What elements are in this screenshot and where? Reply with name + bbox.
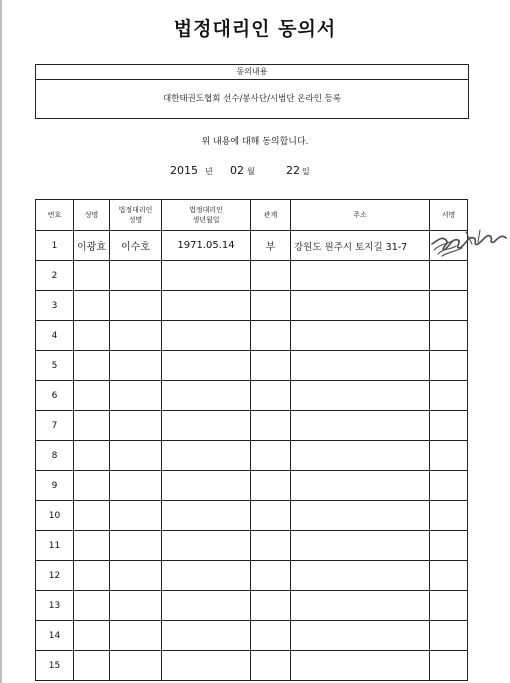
- table-body: [36, 231, 468, 681]
- student-name: [74, 321, 110, 351]
- col-no-header: 번호: [36, 200, 74, 231]
- table-header-row: [36, 200, 468, 231]
- relation: [251, 591, 291, 621]
- date-year-unit-wrap: [205, 164, 213, 177]
- address: [291, 351, 430, 381]
- guardian-birthdate: [162, 561, 251, 591]
- guardian-name: [110, 441, 162, 471]
- guardian-birthdate: [162, 381, 251, 411]
- student-name: [74, 441, 110, 471]
- signature-cell: [430, 591, 468, 621]
- signature-cell: [430, 351, 468, 381]
- col-guardian-name-header: 법정대리인 성명: [110, 200, 162, 231]
- relation: [251, 471, 291, 501]
- student-name: [74, 561, 110, 591]
- student-name: [74, 621, 110, 651]
- row-number: 5: [36, 351, 74, 381]
- address: [291, 621, 430, 651]
- address: [291, 591, 430, 621]
- address: [291, 411, 430, 441]
- address: [291, 501, 430, 531]
- signature-cell: [430, 621, 468, 651]
- guardian-birthdate: [162, 261, 251, 291]
- signature-cell: [430, 411, 468, 441]
- address: [291, 561, 430, 591]
- col-address-header: 주소: [291, 200, 430, 231]
- signature-cell: [430, 531, 468, 561]
- student-name: [74, 591, 110, 621]
- table-row: [36, 501, 468, 531]
- guardian-name: [110, 561, 162, 591]
- student-name: [74, 351, 110, 381]
- signature-cell: [430, 321, 468, 351]
- table-row: [36, 321, 468, 351]
- address: [291, 471, 430, 501]
- table-row: [36, 411, 468, 441]
- table-row: [36, 561, 468, 591]
- page-edge-line: [0, 0, 2, 683]
- student-name: [74, 291, 110, 321]
- row-number: 10: [36, 501, 74, 531]
- document-title: 법정대리인 동의서: [173, 18, 337, 40]
- signature-cell: [430, 651, 468, 681]
- student-name: [74, 381, 110, 411]
- col-relation-header: 관계: [251, 200, 291, 231]
- guardian-birthdate: [162, 501, 251, 531]
- row-number: 1: [36, 231, 74, 261]
- address: [291, 531, 430, 561]
- row-number: 11: [36, 531, 74, 561]
- guardian-birthdate: [162, 651, 251, 681]
- table-row: [36, 381, 468, 411]
- relation: [251, 441, 291, 471]
- table-row: [36, 531, 468, 561]
- date-year: 2015: [170, 164, 198, 177]
- row-number: 6: [36, 381, 74, 411]
- col-name-header: 성명: [74, 200, 110, 231]
- relation: [251, 291, 291, 321]
- guardian-table: [35, 199, 468, 681]
- signature-cell: [430, 441, 468, 471]
- guardian-name: [110, 501, 162, 531]
- guardian-birthdate: [162, 321, 251, 351]
- date-day-unit-wrap: [302, 164, 310, 177]
- relation: [251, 501, 291, 531]
- row-number: 8: [36, 441, 74, 471]
- row-number: 14: [36, 621, 74, 651]
- date-day: 22: [286, 164, 300, 177]
- student-name: [74, 501, 110, 531]
- student-name: [74, 531, 110, 561]
- signature-scribble: [428, 214, 510, 264]
- address: [291, 291, 430, 321]
- signature-cell: [430, 381, 468, 411]
- col-signature-header: 서명: [430, 200, 468, 231]
- guardian-name: [110, 591, 162, 621]
- date-day-unit: 일: [302, 167, 310, 176]
- guardian-name: [110, 321, 162, 351]
- date-month: 02: [230, 164, 244, 177]
- row-number: 3: [36, 291, 74, 321]
- relation: [251, 261, 291, 291]
- row-number: 9: [36, 471, 74, 501]
- guardian-name: [110, 651, 162, 681]
- table-row: [36, 621, 468, 651]
- address: [291, 441, 430, 471]
- guardian-name: [110, 381, 162, 411]
- relation: [251, 561, 291, 591]
- date-year-unit: 년: [205, 167, 213, 176]
- guardian-birthdate: [162, 441, 251, 471]
- table-row: [36, 351, 468, 381]
- guardian-name: [110, 471, 162, 501]
- relation: [251, 651, 291, 681]
- student-name: [74, 651, 110, 681]
- student-name: [74, 261, 110, 291]
- signature-cell: [430, 471, 468, 501]
- consent-header: 동의내용: [36, 65, 468, 80]
- table-row: [36, 471, 468, 501]
- consent-box: [35, 64, 469, 119]
- signature-cell: [430, 261, 468, 291]
- address: [291, 321, 430, 351]
- guardian-birthdate: [162, 411, 251, 441]
- signature-cell: [430, 291, 468, 321]
- guardian-name: [110, 351, 162, 381]
- guardian-birthdate: [162, 591, 251, 621]
- relation: [251, 321, 291, 351]
- address: [291, 651, 430, 681]
- consent-body: 대한태권도협회 선수/봉사단/시범단 온라인 등록: [162, 94, 342, 104]
- guardian-birthdate: 1971.05.14: [162, 231, 251, 261]
- table-row: [36, 291, 468, 321]
- relation: [251, 351, 291, 381]
- guardian-name: 이수호: [110, 231, 162, 261]
- agree-statement: 위 내용에 대해 동의합니다.: [201, 137, 309, 147]
- col-guardian-birth-header: 법정대리인 생년월일: [162, 200, 251, 231]
- guardian-birthdate: [162, 621, 251, 651]
- student-name: [74, 471, 110, 501]
- address: [291, 261, 430, 291]
- date-month-unit-wrap: [247, 164, 255, 177]
- row-number: 7: [36, 411, 74, 441]
- row-number: 2: [36, 261, 74, 291]
- student-name: [74, 411, 110, 441]
- relation: [251, 411, 291, 441]
- table-row: [36, 261, 468, 291]
- guardian-birthdate: [162, 291, 251, 321]
- row-number: 13: [36, 591, 74, 621]
- table-row: [36, 591, 468, 621]
- row-number: 12: [36, 561, 74, 591]
- guardian-name: [110, 531, 162, 561]
- guardian-birthdate: [162, 531, 251, 561]
- relation: [251, 381, 291, 411]
- row-number: 4: [36, 321, 74, 351]
- guardian-name: [110, 411, 162, 441]
- address: [291, 381, 430, 411]
- signature-cell: [430, 501, 468, 531]
- table-row: [36, 651, 468, 681]
- address: 강원도 원주시 토지길 31-7: [291, 231, 430, 261]
- guardian-birthdate: [162, 351, 251, 381]
- relation: [251, 621, 291, 651]
- guardian-name: [110, 621, 162, 651]
- signature-cell: [430, 561, 468, 591]
- table-row: [36, 441, 468, 471]
- guardian-name: [110, 261, 162, 291]
- relation: 부: [251, 231, 291, 261]
- table-row: [36, 231, 468, 261]
- student-name: 이광효: [74, 231, 110, 261]
- relation: [251, 531, 291, 561]
- date-month-unit: 월: [247, 167, 255, 176]
- guardian-birthdate: [162, 471, 251, 501]
- row-number: 15: [36, 651, 74, 681]
- guardian-name: [110, 291, 162, 321]
